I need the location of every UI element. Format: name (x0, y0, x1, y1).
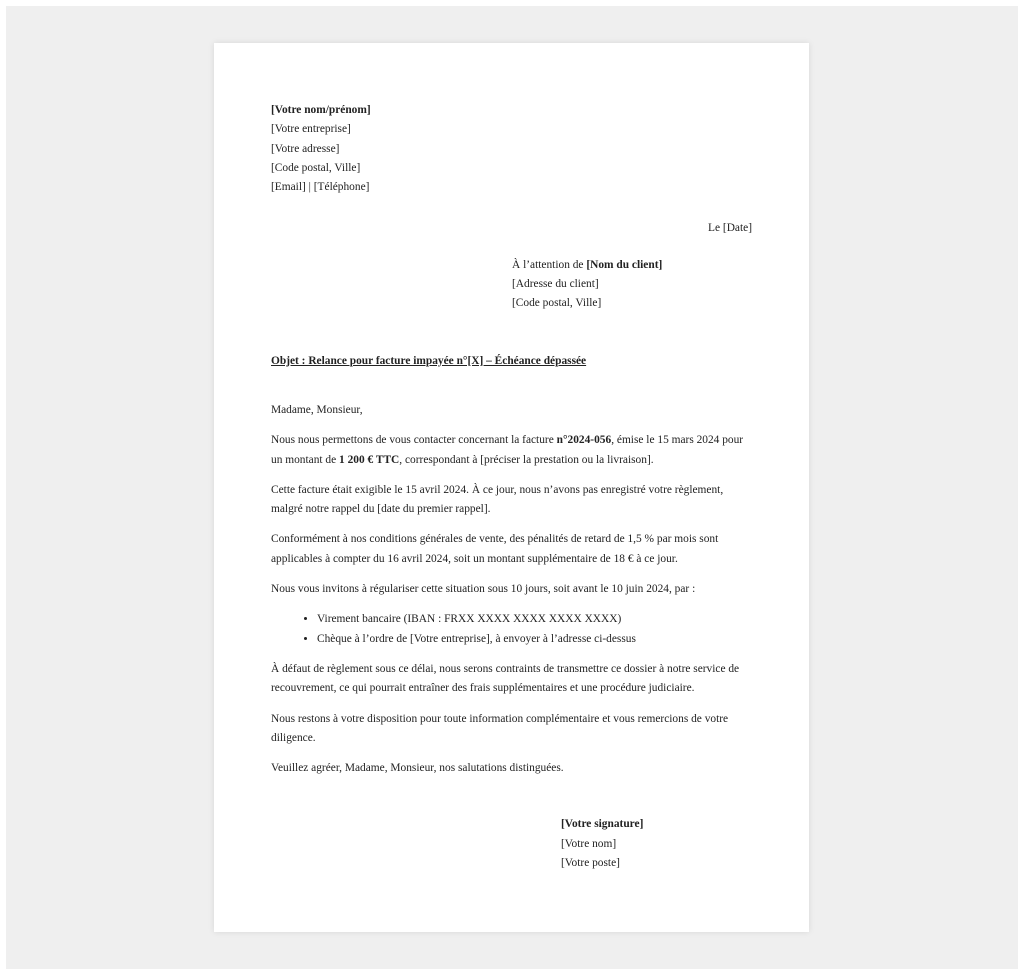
sender-block (271, 101, 752, 197)
paragraph-availability: Nous restons à votre disposition pour toute information complémentaire et vous remercions de votre diligence. (271, 712, 729, 744)
payment-method-cheque: • Chèque à l’ordre de [Votre entreprise], à envoyer à l’adresse ci-dessus (317, 630, 752, 649)
recipient-block (512, 256, 752, 314)
sender-name: [Votre nom/prénom] (271, 104, 371, 116)
letter-greeting: Madame, Monsieur, (271, 403, 363, 416)
sender-company: [Votre entreprise] (271, 123, 351, 136)
signature-name: [Votre nom] (561, 837, 617, 850)
signature-position: [Votre poste] (561, 857, 620, 870)
paragraph-consequences: À défaut de règlement sous ce délai, nous serons contraints de transmettre ce dossier à notre service de recouvrement, ce qui pourrait entraîner des frais supplémentaires et une procédure judiciaire. (271, 662, 740, 695)
paragraph-payment-request: Nous vous invitons à régulariser cette situation sous 10 jours, soit avant le 10 juin 2024, par : (271, 583, 696, 596)
letter-subject: Objet : Relance pour facture impayée n°[X] – Échéance dépassée (271, 354, 587, 367)
paragraph-invoice-details (271, 431, 752, 470)
sender-postal-city: [Code postal, Ville] (271, 161, 361, 174)
signature-line: [Votre signature] (561, 818, 644, 831)
recipient-address: [Adresse du client] (512, 278, 599, 291)
recipient-postal-city: [Code postal, Ville] (512, 297, 602, 310)
document-page (214, 43, 809, 932)
signature-block (561, 815, 752, 873)
attention-prefix: À l’attention de (512, 258, 587, 271)
sender-contact: [Email] | [Téléphone] (271, 181, 370, 194)
payment-methods-list (317, 610, 752, 649)
letter-date: Le [Date] (708, 222, 752, 235)
payment-method-transfer: • Virement bancaire (IBAN : FRXX XXXX XXXX XXXX XXXX) (317, 610, 752, 629)
p1-text-3: , correspondant à [préciser la prestation ou la livraison]. (399, 453, 654, 466)
invoice-number: n°2024-056 (556, 434, 612, 447)
paragraph-closing: Veuillez agréer, Madame, Monsieur, nos salutations distinguées. (271, 762, 564, 775)
document-viewport[interactable] (6, 6, 1018, 969)
p1-text-2: , émise le 15 mars 2024 pour un montant de (271, 434, 744, 466)
p1-text-1: Nous nous permettons de vous contacter concernant la facture (271, 434, 557, 447)
sender-address: [Votre adresse] (271, 142, 340, 155)
paragraph-penalties: Conformément à nos conditions générales de vente, des pénalités de retard de 1,5 % par mois sont applicables à compter du 16 avril 2024, soit un montant supplémentaire de 18 € à ce jour. (271, 533, 719, 565)
invoice-amount: 1 200 € TTC (339, 453, 400, 466)
recipient-client-name: [Nom du client] (586, 258, 663, 271)
paragraph-due-date: Cette facture était exigible le 15 avril 2024. À ce jour, nous n’avons pas enregistré votre règlement, malgré notre rappel du [date du premier rappel]. (271, 483, 724, 516)
recipient-attention (512, 256, 752, 275)
